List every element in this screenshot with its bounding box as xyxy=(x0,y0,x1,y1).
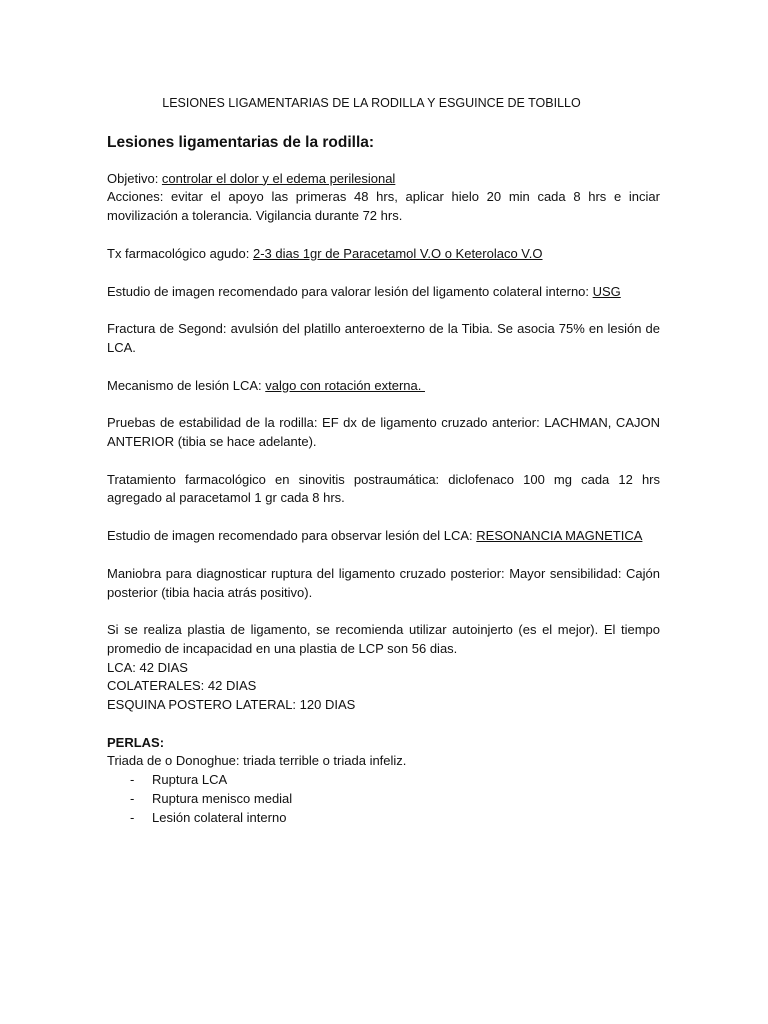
objetivo-line xyxy=(107,170,660,189)
maniobra-paragraph: Maniobra para diagnosticar ruptura del ligamento cruzado posterior: Mayor sensibilidad: Cajón posterior (tibia hacia atrás positivo). xyxy=(107,565,660,600)
list-item-text: Ruptura menisco medial xyxy=(152,790,293,806)
tratamiento-sinovitis-paragraph: Tratamiento farmacológico en sinovitis postraumática: diclofenaco 100 mg cada 12 hrs agregado al paracetamol 1 gr cada 8 hrs. xyxy=(107,471,660,506)
list-item xyxy=(107,790,660,809)
mecanismo-lca-line xyxy=(107,377,660,396)
list-item xyxy=(107,771,660,790)
incapacidad-list xyxy=(107,659,660,715)
estudio-lca-label: Estudio de imagen recomendado para observar lesión del LCA: xyxy=(107,528,477,544)
list-item xyxy=(107,809,660,828)
perlas-section xyxy=(107,734,660,828)
perlas-intro: Triada de o Donoghue: triada terrible o triada infeliz. xyxy=(107,753,407,769)
list-item-text: Lesión colateral interno xyxy=(152,809,287,825)
incapacidad-line: LCA: 42 DIAS xyxy=(107,659,188,675)
mecanismo-lca-value: valgo con rotación externa. xyxy=(265,377,425,393)
list-item-text: Ruptura LCA xyxy=(152,772,228,788)
document-body xyxy=(107,94,660,827)
document-title: LESIONES LIGAMENTARIAS DE LA RODILLA Y ESGUINCE DE TOBILLO xyxy=(162,96,581,110)
mecanismo-lca-label: Mecanismo de lesión LCA: xyxy=(107,377,266,393)
tx-farmacologico-label: Tx farmacológico agudo: xyxy=(107,245,253,261)
estudio-colateral-value: USG xyxy=(592,283,621,299)
estudio-lca-line xyxy=(107,527,660,546)
fractura-segond-paragraph: Fractura de Segond: avulsión del platillo anteroexterno de la Tibia. Se asocia 75% en lesión de LCA. xyxy=(107,321,660,355)
dash-bullet: - xyxy=(130,809,135,825)
objetivo-value: controlar el dolor y el edema perilesional xyxy=(161,170,396,186)
estudio-colateral-line xyxy=(107,283,660,302)
estudio-colateral-label: Estudio de imagen recomendado para valorar lesión del ligamento colateral interno: xyxy=(107,283,593,299)
dash-bullet: - xyxy=(130,772,135,788)
dash-bullet: - xyxy=(130,790,135,806)
acciones-paragraph: Acciones: evitar el apoyo las primeras 48 hrs, aplicar hielo 20 min cada 8 hrs e inciar movilización a tolerancia. Vigilancia durante 72 hrs. xyxy=(107,189,660,224)
estudio-lca-value: RESONANCIA MAGNETICA xyxy=(476,528,643,544)
tx-farmacologico-value: 2-3 dias 1gr de Paracetamol V.O o Keterolaco V.O xyxy=(252,245,543,261)
pruebas-estabilidad-paragraph: Pruebas de estabilidad de la rodilla: EF dx de ligamento cruzado anterior: LACHMAN, CAJON ANTERIOR (tibia se hace adelante). xyxy=(107,415,660,450)
perlas-heading: PERLAS: xyxy=(107,734,165,750)
plastia-paragraph: Si se realiza plastia de ligamento, se recomienda utilizar autoinjerto (es el mejor). El tiempo promedio de incapacidad en una plastia de LCP son 56 dias. xyxy=(107,622,660,656)
objetivo-label: Objetivo: xyxy=(107,170,162,186)
section-heading: Lesiones ligamentarias de la rodilla: xyxy=(107,133,375,151)
perlas-list xyxy=(107,771,660,827)
tx-farmacologico-line xyxy=(107,245,660,264)
incapacidad-line: COLATERALES: 42 DIAS xyxy=(107,678,257,694)
incapacidad-line: ESQUINA POSTERO LATERAL: 120 DIAS xyxy=(107,697,356,713)
